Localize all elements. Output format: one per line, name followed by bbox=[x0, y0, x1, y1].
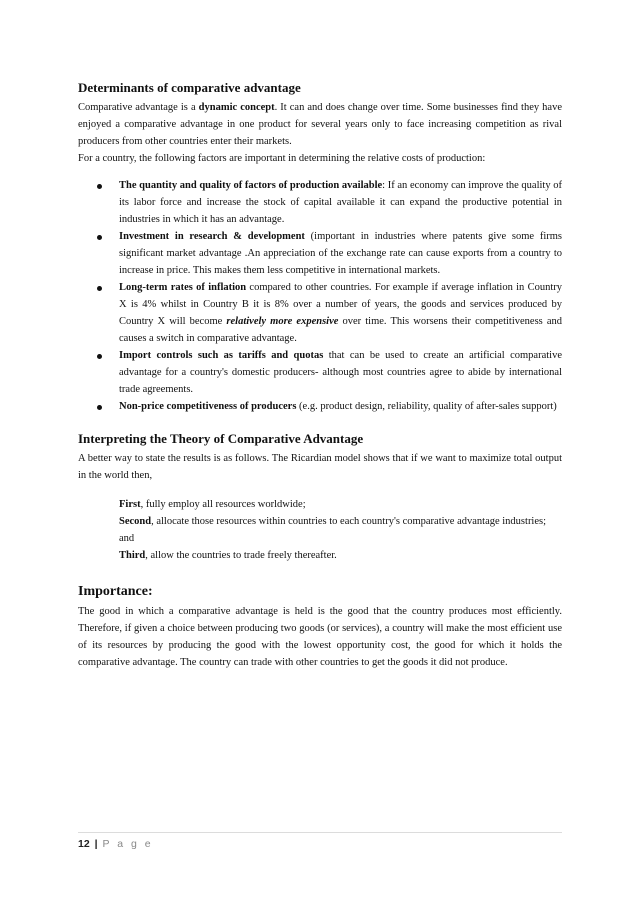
footer-separator: | bbox=[94, 838, 98, 850]
section-heading: Importance: bbox=[78, 584, 153, 599]
page-number: 12 bbox=[78, 838, 90, 850]
bullet-icon bbox=[97, 184, 102, 189]
section-heading: Determinants of comparative advantage bbox=[78, 80, 301, 95]
list-item: The quantity and quality of factors of production available: If an economy can improve the quality of its labor force and increase the stock of capital available it can expand the productive potential in industries in which it has an advantage. bbox=[78, 177, 562, 228]
bullet-icon bbox=[97, 405, 102, 410]
section-determinants bbox=[78, 80, 562, 415]
intro-paragraph: A better way to state the results is as follows. The Ricardian model shows that if we want to maximize total output in the world then, bbox=[78, 453, 562, 481]
bullet-icon bbox=[97, 354, 102, 359]
list-item: Non-price competitiveness of producers (e.g. product design, reliability, quality of after-sales support) bbox=[78, 398, 562, 415]
intro-paragraph: Comparative advantage is a dynamic concept. It can and does change over time. Some businesses find they have enjoyed a comparative advantage in one product for several years only to face increasing competition as rival producers from other countries enter their markets. bbox=[78, 102, 562, 147]
section-heading: Interpreting the Theory of Comparative Advantage bbox=[78, 431, 364, 446]
bullet-icon bbox=[97, 235, 102, 240]
steps-list bbox=[119, 496, 562, 564]
footer-divider bbox=[78, 832, 562, 833]
section-importance bbox=[78, 584, 562, 671]
step-item: Third, allow the countries to trade freely thereafter. bbox=[119, 550, 337, 561]
factor-list bbox=[78, 177, 562, 415]
section-interpreting bbox=[78, 431, 562, 564]
page-label: P a g e bbox=[102, 838, 154, 850]
page-content bbox=[78, 80, 562, 671]
list-item: Long-term rates of inflation compared to other countries. For example if average inflation in Country X is 4% whilst in Country B it is 8% over a number of years, the goods and services produced by Country X will become relatively more expensive over time. This worsens their competitiveness and causes a switch in comparative advantage. bbox=[78, 279, 562, 347]
bullet-icon bbox=[97, 286, 102, 291]
list-item: Import controls such as tariffs and quotas that can be used to create an artificial comparative advantage for a country's domestic producers- although most countries agree to abide by international trade agreements. bbox=[78, 347, 562, 398]
page-footer bbox=[78, 838, 153, 850]
list-item: Investment in research & development (important in industries where patents give some firms significant market advantage .An appreciation of the exchange rate can cause exports from a country to increase in price. This makes them less competitive in international markets. bbox=[78, 228, 562, 279]
bold-term: dynamic concept bbox=[198, 102, 275, 113]
lead-paragraph: For a country, the following factors are important in determining the relative costs of production: bbox=[78, 153, 486, 164]
step-item: Second, allocate those resources within countries to each country's comparative advantage industries; and bbox=[119, 516, 547, 544]
body-paragraph: The good in which a comparative advantage is held is the good that the country produces most efficiently. Therefore, if given a choice between producing two goods (or services), a country will make the most efficient use of its resources by producing the good with the lowest opportunity cost, the good for which it holds the comparative advantage. The country can trade with other countries to get the goods it did not produce. bbox=[78, 606, 562, 668]
step-item: First, fully employ all resources worldwide; bbox=[119, 499, 306, 510]
